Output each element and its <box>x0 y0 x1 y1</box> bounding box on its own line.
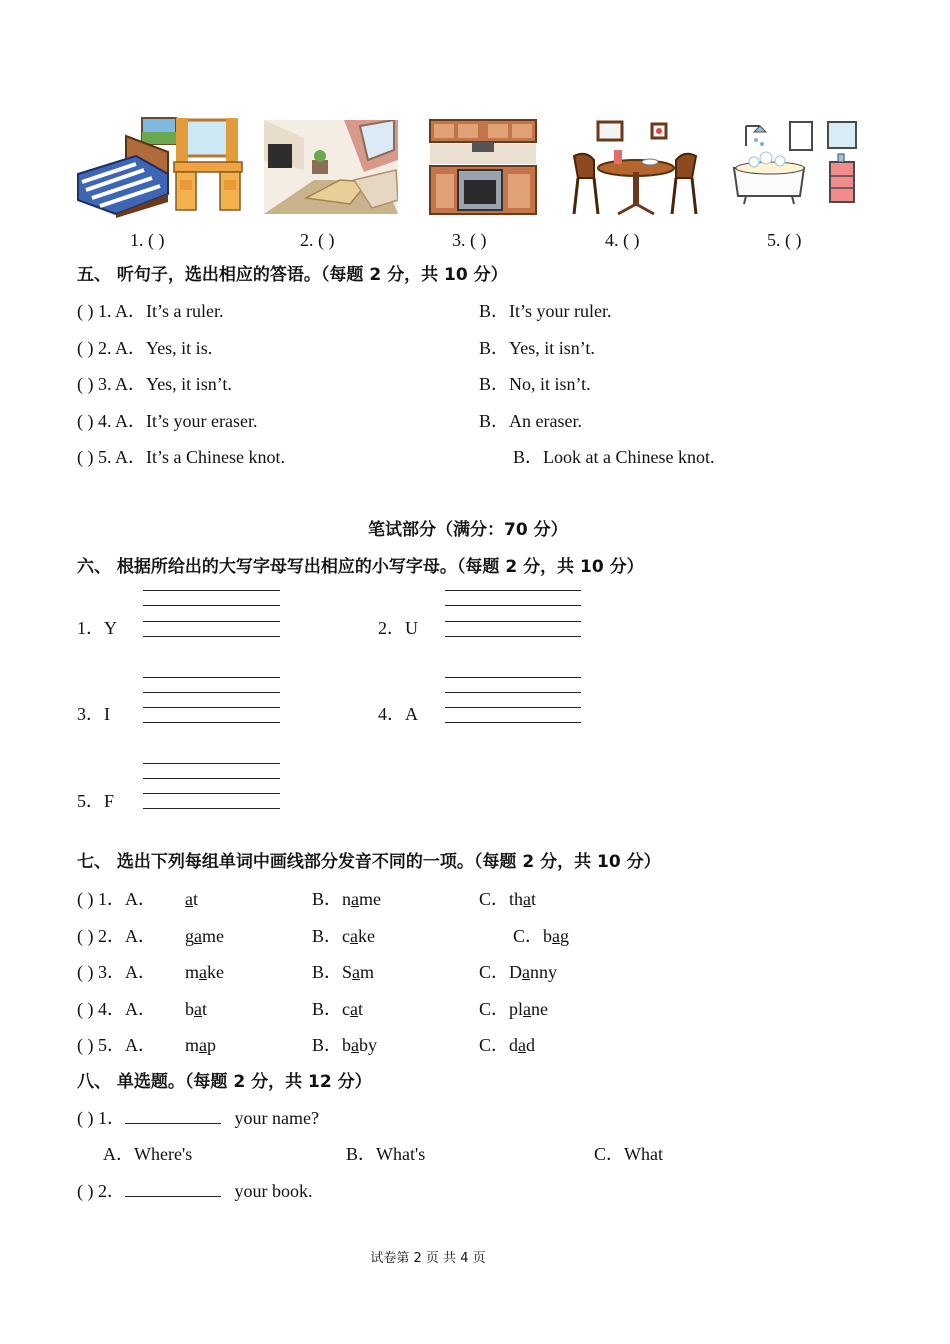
picture-label-4: 4. ( ) <box>605 230 640 250</box>
written-part-title: 笔试部分（满分：70 分） <box>368 520 568 540</box>
sec7-q1-a-word: at <box>185 889 199 909</box>
sec7-q5-a-word: map <box>185 1035 217 1055</box>
picture-label-5: 5. ( ) <box>767 230 802 250</box>
sec7-q2-c: C．bag <box>513 926 570 946</box>
sec6-item-2: 2．U <box>378 618 418 638</box>
bedroom-picture <box>76 116 244 218</box>
sec5-q3-b: B．No, it isn’t. <box>479 374 591 394</box>
sec7-q5-b: B．baby <box>312 1035 378 1055</box>
sec5-q1: ( ) 1. A．It’s a ruler. <box>77 301 224 321</box>
sec7-q4-a-word: bat <box>185 999 208 1019</box>
sec8-q1-option-b: B．What's <box>346 1144 426 1164</box>
sec8-q1-option-a: A．Where's <box>103 1144 193 1164</box>
sec6-item-3: 3．I <box>77 704 110 724</box>
sec5-q4: ( ) 4. A．It’s your eraser. <box>77 411 258 431</box>
sec5-q5: ( ) 5. A．It’s a Chinese knot. <box>77 447 285 467</box>
page-footer: 试卷第 2 页 共 4 页 <box>370 1251 486 1266</box>
section-8-title: 八、 单选题。（每题 2 分，共 12 分） <box>77 1072 372 1092</box>
section-5-title: 五、 听句子，选出相应的答语。（每题 2 分，共 10 分） <box>77 265 508 285</box>
sec7-q2-num: ( ) 2．A． <box>77 926 156 946</box>
sec8-q2: ( ) 2． your book. <box>77 1181 313 1201</box>
sec6-item-4: 4．A <box>378 704 418 724</box>
section-7-title: 七、 选出下列每组单词中画线部分发音不同的一项。（每题 2 分，共 10 分） <box>77 852 661 872</box>
section-6-title: 六、 根据所给出的大写字母写出相应的小写字母。（每题 2 分，共 10 分） <box>77 557 644 577</box>
sec7-q5-num: ( ) 5．A． <box>77 1035 156 1055</box>
picture-label-2: 2. ( ) <box>300 230 335 250</box>
answer-blank-2[interactable] <box>125 1180 221 1197</box>
sec7-q4-b: B．cat <box>312 999 364 1019</box>
sec8-q1: ( ) 1． your name? <box>77 1108 319 1128</box>
sec5-q5-b: B．Look at a Chinese knot. <box>513 447 715 467</box>
answer-blank-1[interactable] <box>125 1107 221 1124</box>
sec5-q3: ( ) 3. A．Yes, it isn’t. <box>77 374 232 394</box>
sec6-item-5: 5．F <box>77 791 115 811</box>
sec7-q3-num: ( ) 3．A． <box>77 962 156 982</box>
sec5-q2-b: B．Yes, it isn’t. <box>479 338 595 358</box>
sec7-q5-c: C．dad <box>479 1035 536 1055</box>
sec5-q2: ( ) 2. A．Yes, it is. <box>77 338 213 358</box>
sec7-q2-a-word: game <box>185 926 224 946</box>
picture-label-3: 3. ( ) <box>452 230 487 250</box>
sec5-q1-b: B．It’s your ruler. <box>479 301 612 321</box>
sec5-q4-b: B．An eraser. <box>479 411 582 431</box>
sec7-q3-c: C．Danny <box>479 962 558 982</box>
sec7-q1-num: ( ) 1．A． <box>77 889 156 909</box>
sec7-q4-num: ( ) 4．A． <box>77 999 156 1019</box>
kitchen-picture <box>428 118 538 216</box>
picture-label-1: 1. ( ) <box>130 230 165 250</box>
bathroom-picture <box>726 116 870 212</box>
sec6-item-1: 1．Y <box>77 618 117 638</box>
sec7-q4-c: C．plane <box>479 999 549 1019</box>
dining-room-picture <box>570 120 700 216</box>
sec7-q1-c: C．that <box>479 889 537 909</box>
living-room-picture <box>264 120 398 214</box>
sec7-q2-b: B．cake <box>312 926 376 946</box>
sec8-q1-option-c: C．What <box>594 1144 663 1164</box>
sec7-q1-b: B．name <box>312 889 382 909</box>
sec7-q3-a-word: make <box>185 962 225 982</box>
sec7-q3-b: B．Sam <box>312 962 375 982</box>
